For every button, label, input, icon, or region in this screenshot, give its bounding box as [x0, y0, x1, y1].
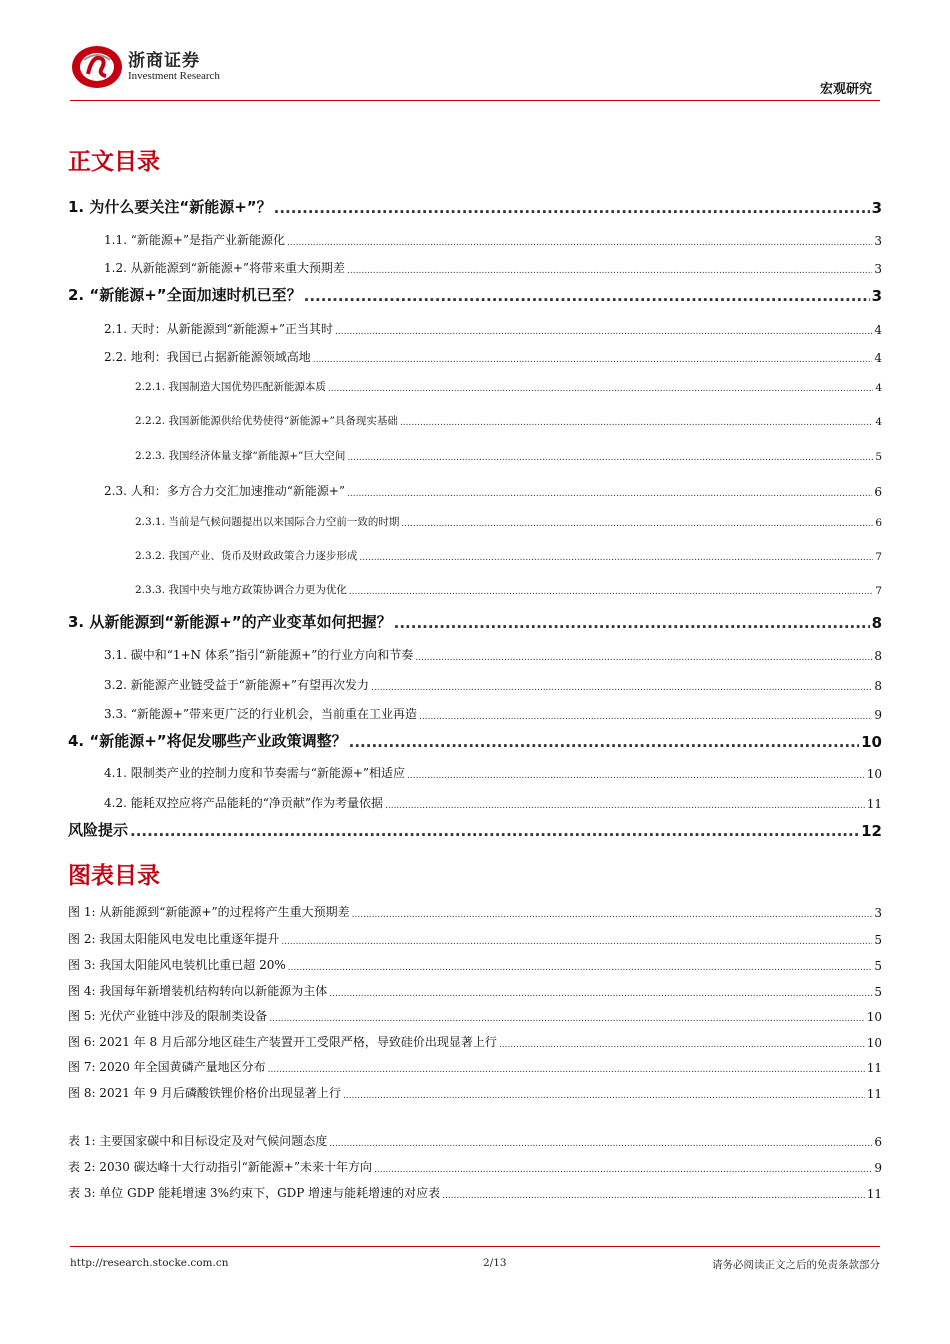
dot-leader [274, 199, 870, 217]
toc-entry-level1[interactable] [0, 612, 950, 634]
figure-entry-page: 5 [874, 959, 882, 973]
toc-entry-level1[interactable] [0, 197, 950, 219]
dot-leader [281, 937, 872, 947]
figure-entry-label: 图 8: 2021 年 9 月后磷酸铁锂价格价出现显著上行 [68, 1086, 341, 1100]
dot-leader [407, 771, 865, 781]
figure-entry[interactable] [0, 1030, 950, 1052]
toc-entry-level2-label: 4.2. 能耗双控应将产品能耗的“净贡献”作为考量依据 [104, 796, 383, 810]
dot-leader [304, 287, 870, 305]
toc-entry-level2-label: 1.2. 从新能源到“新能源+”将带来重大预期差 [104, 261, 346, 275]
toc-entry-level3[interactable] [0, 374, 950, 396]
dot-leader [288, 963, 873, 973]
dot-leader [329, 989, 872, 999]
footer-page-number: 2/13 [483, 1257, 507, 1269]
toc-entry-level3[interactable] [0, 577, 950, 599]
dot-leader [394, 614, 870, 632]
toc-entry-level2-page: 4 [874, 351, 882, 365]
toc-entry-level2[interactable] [0, 479, 950, 501]
toc-entry-level3[interactable] [0, 509, 950, 531]
toc-entry-level1-page: 3 [871, 287, 882, 305]
table-entry-label: 表 2: 2030 碳达峰十大行动指引“新能源+”未来十年方向 [68, 1160, 372, 1174]
dot-leader [359, 553, 873, 563]
toc-entry-level2[interactable] [0, 256, 950, 278]
dot-leader [419, 712, 872, 722]
toc-entry-level2-page: 8 [874, 679, 882, 693]
header-divider [70, 100, 880, 101]
toc-entry-level2-page: 4 [874, 323, 882, 337]
figure-entry[interactable] [0, 900, 950, 922]
dot-leader [313, 355, 873, 365]
figure-entry-label: 图 7: 2020 年全国黄磷产量地区分布 [68, 1060, 266, 1074]
toc-entry-level1-label: 风险提示 [68, 821, 129, 839]
dot-leader [349, 587, 873, 597]
toc-entry-level3-label: 2.2.1. 我国制造大国优势匹配新能源本质 [135, 381, 326, 393]
dot-leader [349, 733, 859, 751]
dot-leader [287, 238, 872, 248]
dot-leader [401, 519, 873, 529]
toc-entry-level2-page: 9 [874, 708, 882, 722]
toc-entry-level3-page: 4 [875, 416, 882, 428]
toc-entry-level1[interactable] [0, 731, 950, 753]
toc-entry-level2-label: 2.1. 天时：从新能源到“新能源+”正当其时 [104, 322, 334, 336]
toc-title: 正文目录 [68, 149, 160, 175]
toc-entry-level2-page: 11 [866, 797, 882, 811]
toc-entry-level3-page: 5 [875, 451, 882, 463]
dot-leader [371, 683, 872, 693]
figure-entry[interactable] [0, 927, 950, 949]
figure-entry-page: 3 [874, 906, 882, 920]
toc-entry-level3-page: 7 [875, 585, 882, 597]
toc-entry-level3-label: 2.2.3. 我国经济体量支撑“新能源+”巨大空间 [135, 450, 346, 462]
toc-entry-level3-page: 6 [875, 517, 882, 529]
table-entry-page: 11 [866, 1187, 882, 1201]
figure-entry-page: 11 [866, 1061, 882, 1075]
dot-leader [499, 1040, 865, 1050]
dot-leader [374, 1165, 872, 1175]
toc-entry-level2-label: 1.1. “新能源+”是指产业新能源化 [104, 233, 286, 247]
figure-entry-label: 图 2: 我国太阳能风电发电比重逐年提升 [68, 932, 280, 946]
table-entry-label: 表 1: 主要国家碳中和目标设定及对气候问题态度 [68, 1134, 328, 1148]
toc-entry-level2-label: 2.2. 地利：我国已占据新能源领域高地 [104, 350, 311, 364]
footer-disclaimer: 请务必阅读正文之后的免责条款部分 [712, 1259, 880, 1271]
toc-entry-level2-label: 2.3. 人和：多方合力交汇加速推动“新能源+” [104, 484, 346, 498]
brand-name-en: Investment Research [128, 70, 220, 82]
toc-entry-level1-page: 8 [871, 614, 882, 632]
dot-leader [328, 384, 873, 394]
table-entry-page: 6 [874, 1135, 882, 1149]
toc-entry-level1[interactable] [0, 285, 950, 307]
toc-entry-level1-label: 3. 从新能源到“新能源+”的产业变革如何把握？ [68, 613, 392, 631]
toc-entry-level1-label: 1. 为什么要关注“新能源+”？ [68, 198, 272, 216]
toc-entry-level1[interactable] [0, 820, 950, 842]
toc-entry-level2[interactable] [0, 317, 950, 339]
dot-leader [400, 418, 873, 428]
toc-entry-level2-label: 3.1. 碳中和“1+N 体系”指引“新能源+”的行业方向和节奏 [104, 648, 414, 662]
dot-leader [442, 1191, 865, 1201]
toc-entry-level2[interactable] [0, 345, 950, 367]
table-entry[interactable] [0, 1129, 950, 1151]
brand-name-cn: 浙商证券 [128, 51, 200, 71]
logo-mark-icon [70, 44, 124, 90]
toc-entry-level2[interactable] [0, 643, 950, 665]
toc-entry-level2-page: 3 [874, 262, 882, 276]
footer-divider [70, 1246, 880, 1247]
figure-entry-page: 11 [866, 1087, 882, 1101]
toc-entry-level3-label: 2.3.2. 我国产业、货币及财政政策合力逐步形成 [135, 550, 358, 562]
footer-url[interactable]: http://research.stocke.com.cn [70, 1257, 229, 1269]
toc-entry-level3-label: 2.3.1. 当前是气候问题提出以来国际合力空前一致的时期 [135, 516, 400, 528]
toc-entry-level2-page: 6 [874, 485, 882, 499]
toc-entry-level2-label: 3.3. “新能源+”带来更广泛的行业机会，当前重在工业再造 [104, 707, 418, 721]
dot-leader [352, 910, 873, 920]
figure-entry-page: 5 [874, 933, 882, 947]
toc-entry-level1-label: 4. “新能源+”将促发哪些产业政策调整？ [68, 732, 347, 750]
toc-entry-level3[interactable] [0, 543, 950, 565]
toc-entry-level3-page: 7 [875, 551, 882, 563]
dot-leader [130, 822, 859, 840]
figure-entry[interactable] [0, 1004, 950, 1026]
figures-title: 图表目录 [68, 863, 160, 889]
toc-entry-level3[interactable] [0, 408, 950, 430]
toc-entry-level1-page: 3 [871, 199, 882, 217]
toc-entry-level1-label: 2. “新能源+”全面加速时机已至？ [68, 286, 302, 304]
toc-entry-level2[interactable] [0, 673, 950, 695]
figure-entry[interactable] [0, 979, 950, 1001]
dot-leader [347, 266, 872, 276]
toc-entry-level2[interactable] [0, 791, 950, 813]
dot-leader [385, 801, 865, 811]
toc-entry-level2[interactable] [0, 761, 950, 783]
toc-entry-level2[interactable] [0, 702, 950, 724]
dot-leader [415, 653, 872, 663]
dot-leader [347, 453, 873, 463]
figure-entry-page: 5 [874, 985, 882, 999]
dot-leader [347, 489, 872, 499]
dot-leader [343, 1091, 865, 1101]
table-entry[interactable] [0, 1155, 950, 1177]
toc-entry-level2[interactable] [0, 228, 950, 250]
company-logo [70, 40, 220, 92]
section-tag: 宏观研究 [819, 82, 872, 97]
figure-entry-label: 图 1: 从新能源到“新能源+”的过程将产生重大预期差 [68, 905, 350, 919]
dot-leader [329, 1139, 872, 1149]
toc-entry-level1-page: 12 [861, 822, 882, 840]
toc-entry-level2-page: 10 [866, 767, 882, 781]
table-entry-label: 表 3: 单位 GDP 能耗增速 3%约束下，GDP 增速与能耗增速的对应表 [68, 1186, 441, 1200]
figure-entry-page: 10 [866, 1010, 882, 1024]
toc-entry-level2-label: 3.2. 新能源产业链受益于“新能源+”有望再次发力 [104, 678, 370, 692]
figure-entry-label: 图 5: 光伏产业链中涉及的限制类设备 [68, 1009, 268, 1023]
figure-entry-label: 图 6: 2021 年 8 月后部分地区硅生产装置开工受限严格，导致硅价出现显著上行 [68, 1035, 497, 1049]
dot-leader [335, 327, 872, 337]
toc-entry-level2-page: 3 [874, 234, 882, 248]
toc-entry-level3-page: 4 [875, 382, 882, 394]
dot-leader [269, 1014, 864, 1024]
figure-entry[interactable] [0, 1081, 950, 1103]
figure-entry-label: 图 3: 我国太阳能风电装机比重已超 20% [68, 958, 286, 972]
table-entry[interactable] [0, 1181, 950, 1203]
figure-entry-page: 10 [866, 1036, 882, 1050]
toc-entry-level3-label: 2.3.3. 我国中央与地方政策协调合力更为优化 [135, 584, 347, 596]
table-entry-page: 9 [874, 1161, 882, 1175]
figure-entry[interactable] [0, 953, 950, 975]
dot-leader [268, 1065, 865, 1075]
toc-entry-level1-page: 10 [861, 733, 882, 751]
figure-entry-label: 图 4: 我国每年新增装机结构转向以新能源为主体 [68, 984, 328, 998]
toc-entry-level3[interactable] [0, 443, 950, 465]
toc-entry-level3-label: 2.2.2. 我国新能源供给优势使得“新能源+”具备现实基础 [135, 415, 398, 427]
toc-entry-level2-page: 8 [874, 649, 882, 663]
toc-entry-level2-label: 4.1. 限制类产业的控制力度和节奏需与“新能源+”相适应 [104, 766, 406, 780]
figure-entry[interactable] [0, 1055, 950, 1077]
